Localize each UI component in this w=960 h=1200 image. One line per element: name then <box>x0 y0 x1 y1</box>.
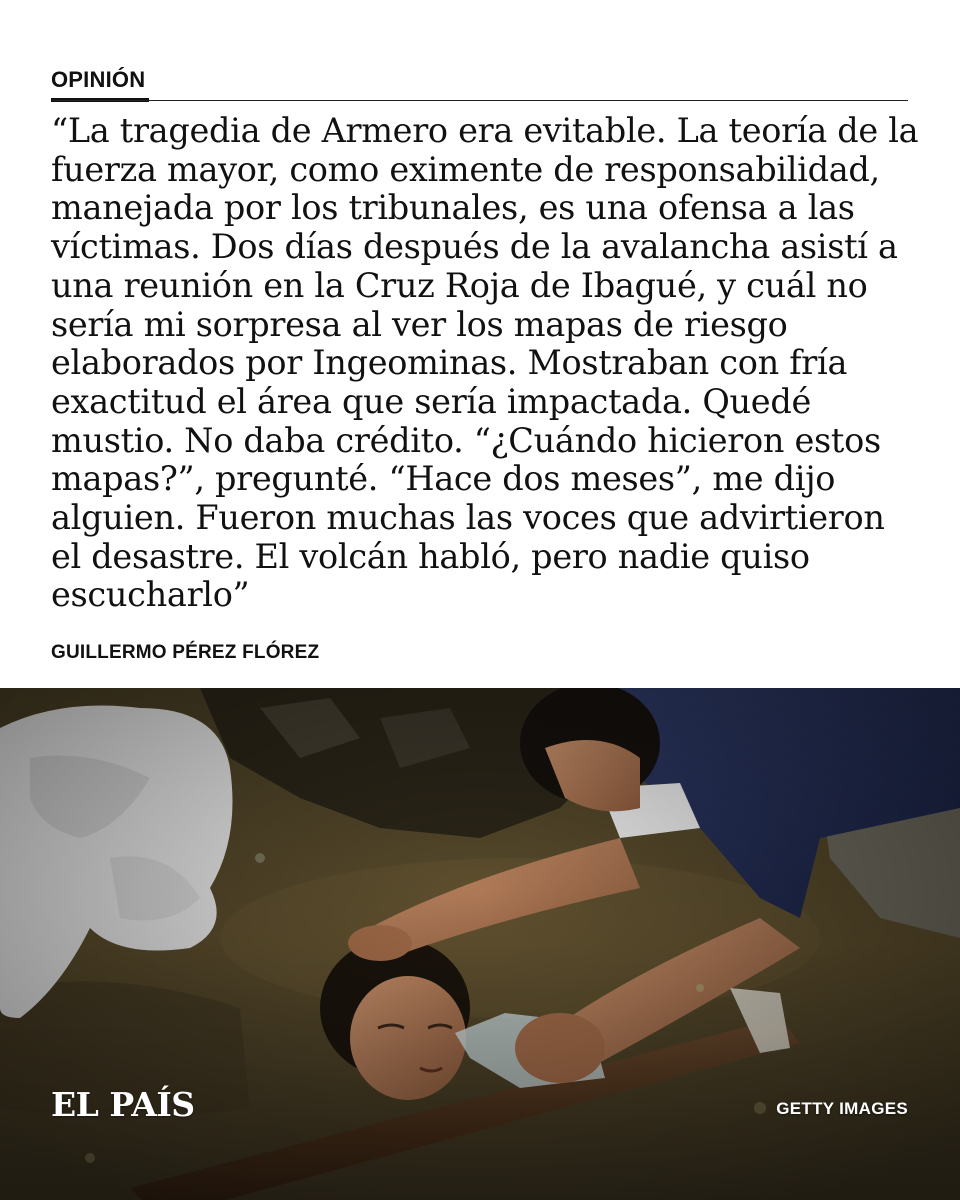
quote-line: escucharlo” <box>51 575 250 615</box>
pull-quote <box>51 112 921 615</box>
quote-line: una reunión en la Cruz Roja de Ibagué, y cuál no <box>51 265 868 305</box>
photo-credit: GETTY IMAGES <box>776 1099 908 1118</box>
el-pais-logo: EL PAÍS <box>51 1085 195 1124</box>
quote-line: mustio. No daba crédito. “¿Cuándo hicieron estos <box>51 420 881 460</box>
section-label: OPINIÓN <box>51 67 146 92</box>
author-name: GUILLERMO PÉREZ FLÓREZ <box>51 642 320 663</box>
quote-line: sería mi sorpresa al ver los mapas de riesgo <box>51 304 788 344</box>
quote-line: elaborados por Ingeominas. Mostraban con fría <box>51 343 848 383</box>
quote-line: manejada por los tribunales, es una ofensa a las <box>51 188 855 228</box>
quote-line: “La tragedia de Armero era evitable. La teoría de la <box>51 111 919 150</box>
quote-line: mapas?”, pregunté. “Hace dos meses”, me dijo <box>51 459 836 499</box>
quote-line: exactitud el área que sería impactada. Quedé <box>51 381 811 421</box>
quote-line: el desastre. El volcán habló, pero nadie quiso <box>51 536 810 576</box>
header-rule <box>51 100 908 101</box>
quote-line: víctimas. Dos días después de la avalancha asistí a <box>51 227 898 267</box>
quote-line: alguien. Fueron muchas las voces que advirtieron <box>51 498 885 538</box>
quote-line: fuerza mayor, como eximente de responsabilidad, <box>51 149 880 189</box>
